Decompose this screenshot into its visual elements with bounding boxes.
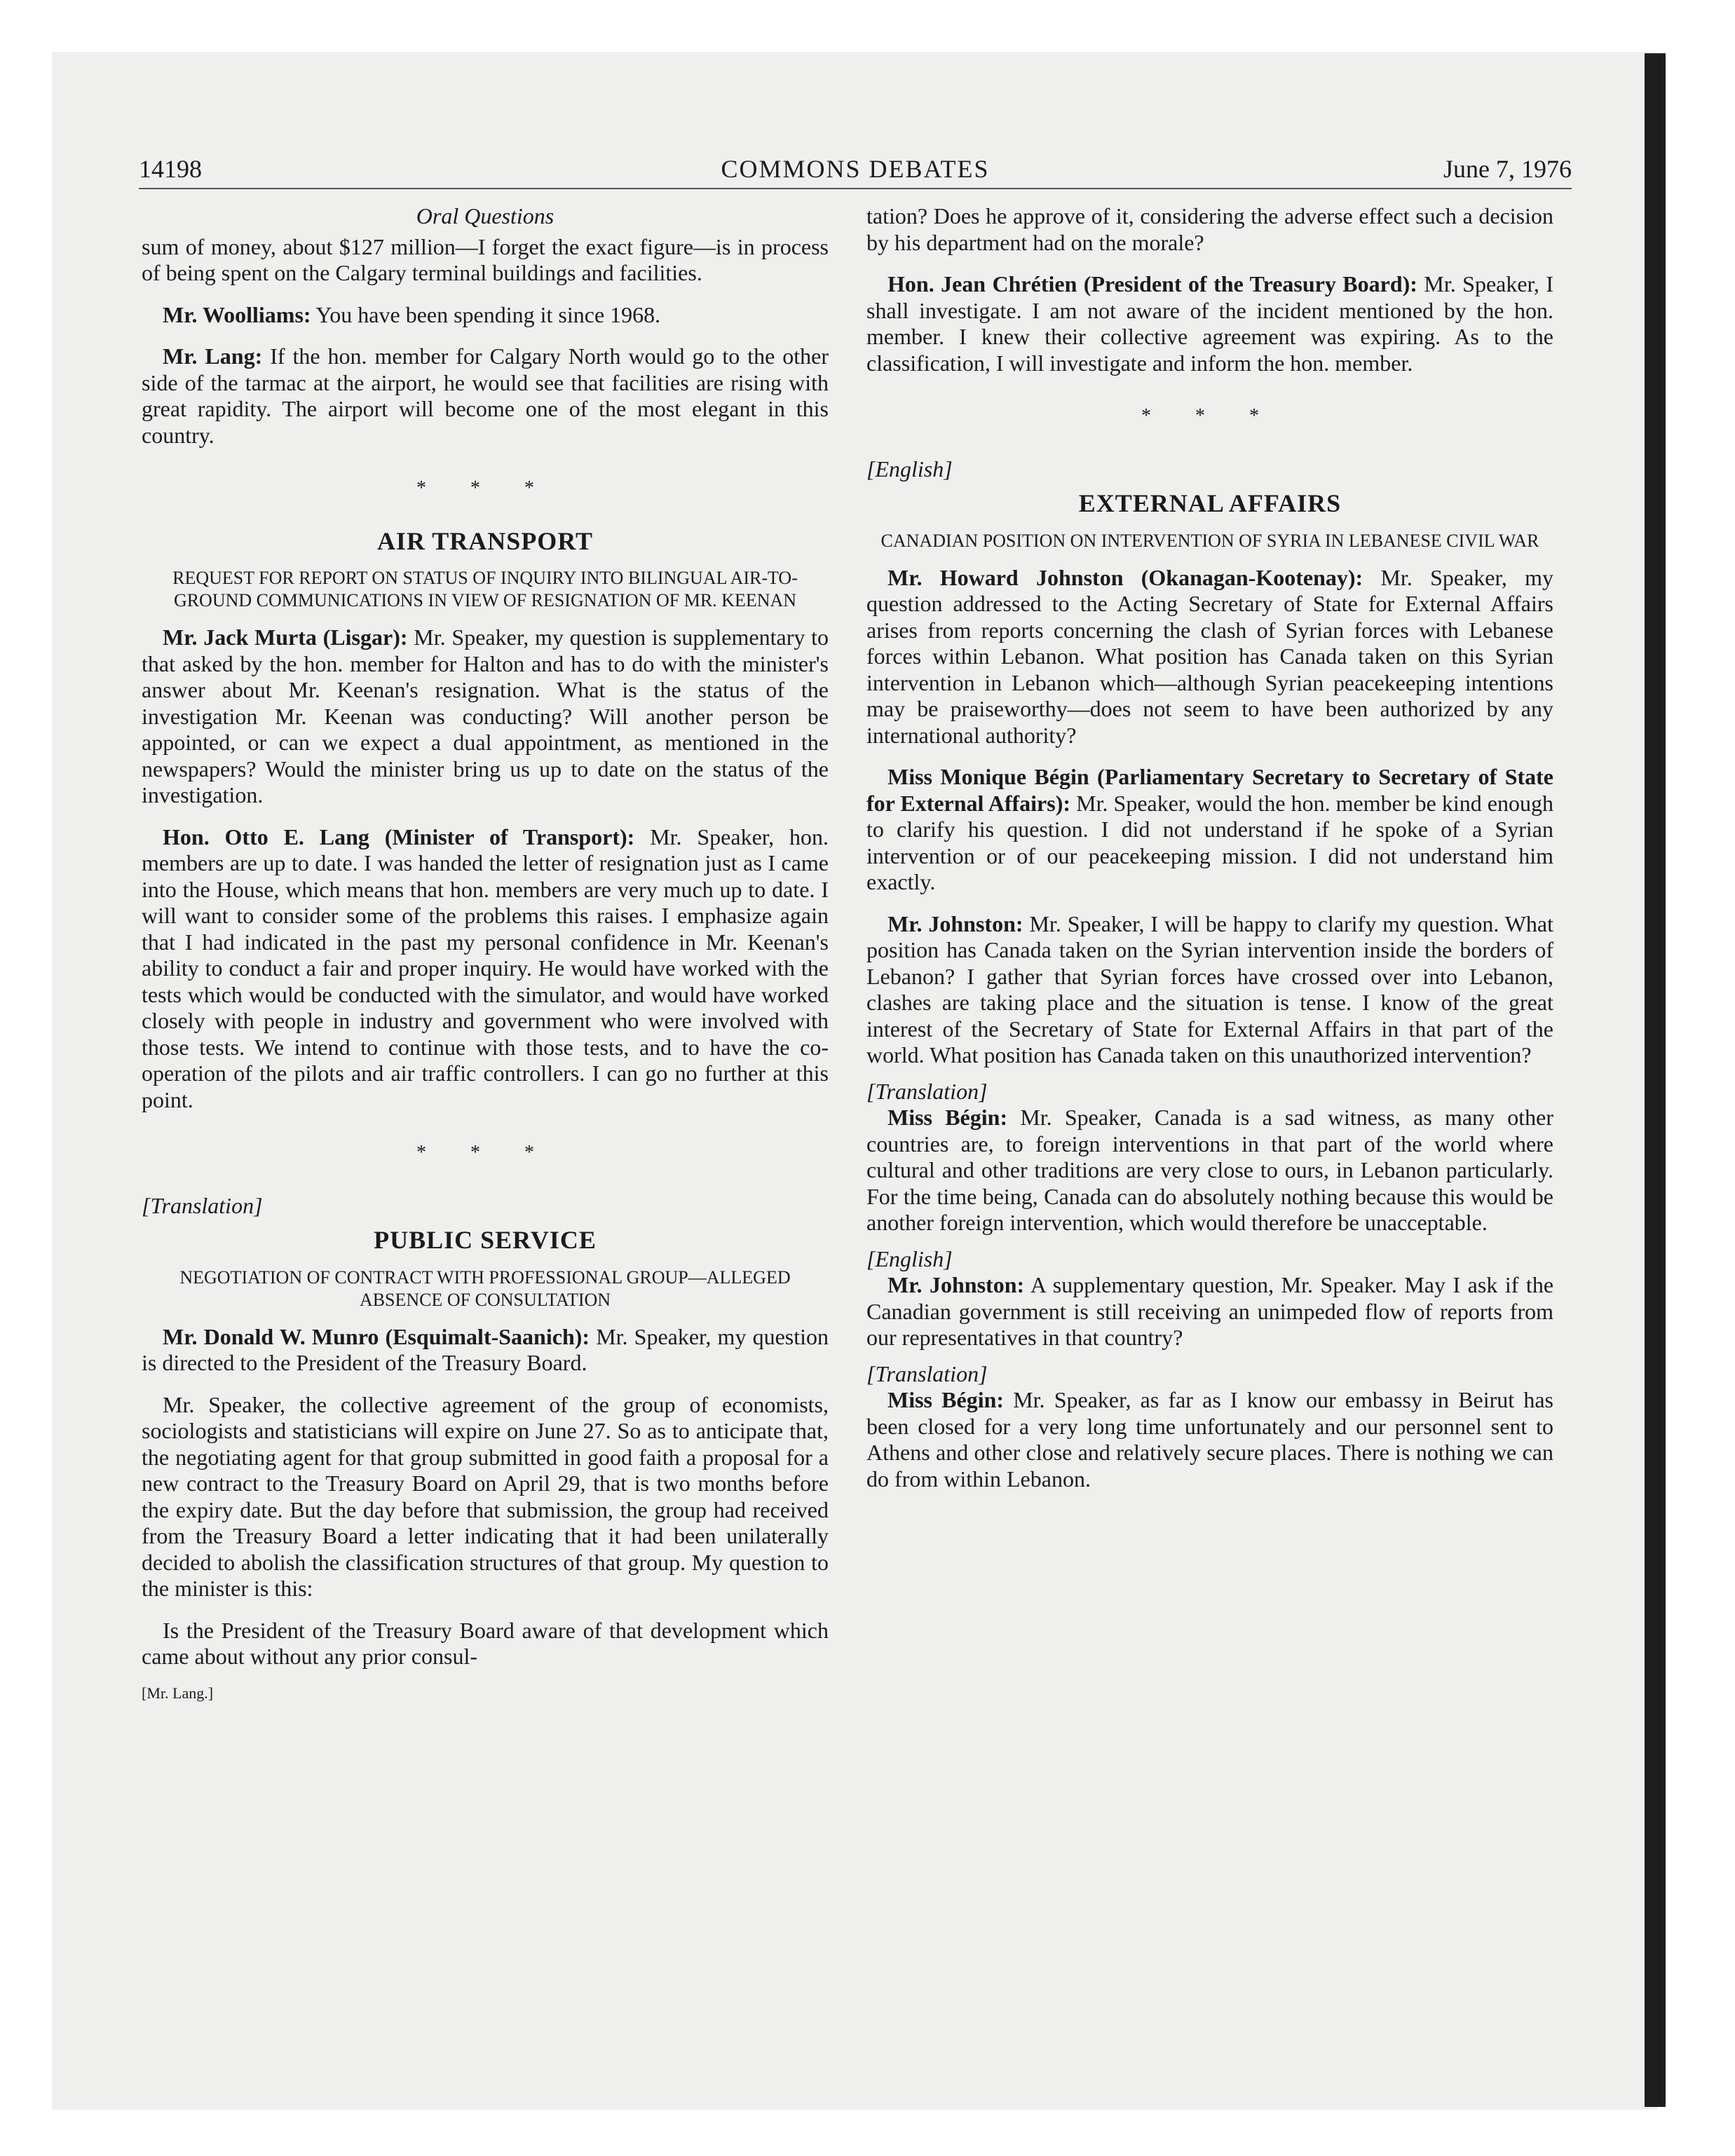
speech-text: Mr. Speaker, my question is directed to the President of the Treasury Board. [142,1323,829,1375]
speech-text: Mr. Speaker, I will be happy to clarify my question. What position has Canada taken on the Syrian intervention inside the borders of Lebanon? I gather that Syrian forces have crossed over into Lebanon, clashes are taking place and the situation is tense. I know of the great interest of the Secretary of State for External Affairs in that part of the world. What position has Canada taken on this unauthorized intervention? [866,910,1554,1067]
speaker-name: Mr. Woolliams: [163,301,311,327]
page-header [139,151,1572,189]
speech-text: Mr. Speaker, I shall investigate. I am not aware of the incident mentioned by the hon. member. I knew their collective agreement was expiring. As to the classification, I will investigate and inform the hon. member. [866,271,1554,376]
publication-title: COMMONS DEBATES [721,155,990,183]
left-column [142,203,829,1706]
speech-text: If the hon. member for Calgary North would go to the other side of the tarmac at the airport, he would see that facilities are rising with great rapidity. The airport will become one of the most elegant in this country. [142,343,829,448]
speech-text: Mr. Speaker, would the hon. member be kind enough to clarify his question. I did not understand if he spoke of a Syrian intervention or of our peacekeeping mission. I did not understand him exactly. [866,790,1554,894]
speech-paragraph [866,1272,1553,1351]
speech-text: Mr. Speaker, as far as I know our embassy in Beirut has been closed for a very long time unfortunately and our personnel sent to Athens and other close and relatively secure places. There is nothing we can do from within Lebanon. [866,1387,1554,1492]
speech-text: A supplementary question, Mr. Speaker. May I ask if the Canadian government is still receiving an unimpeded flow of reports from our representatives in that country? [866,1272,1554,1350]
speech-text: Mr. Speaker, Canada is a sad witness, as many other countries are, to foreign interventions in that part of the world where cultural and other traditions are very close to ours, in Lebanon particularly. For the time being, Canada can do absolutely nothing because this would be another foreign intervention, which would therefore be unacceptable. [866,1105,1554,1235]
speaker-name: Mr. Donald W. Munro (Esquimalt-Saanich): [163,1323,590,1349]
speech-paragraph [866,271,1553,376]
speaker-name: Mr. Jack Murta (Lisgar): [163,625,408,650]
section-title: AIR TRANSPORT [376,526,594,555]
speech-text: Mr. Speaker, my question is supplementary to that asked by the hon. member for Halton and has to do with the minister's answer about Mr. Keenan's resignation. What is the status of the investigation Mr. Keenan was conducting? Will another person be appointed, or can we expect a dual appointment, as mentioned in the newspapers? Would the minister bring us up to date on the status of the investigation. [142,625,829,807]
language-tag: [Translation] [866,1078,988,1104]
speech-paragraph [866,1105,1553,1236]
page-footnote: [Mr. Lang.] [142,1684,214,1702]
speech-paragraph [866,565,1553,749]
speech-paragraph [142,1324,829,1377]
section-subhead: CANADIAN POSITION ON INTERVENTION OF SYRIA IN LEBANESE CIVIL WAR [880,530,1539,551]
section-subhead: REQUEST FOR REPORT ON STATUS OF INQUIRY INTO BILINGUAL AIR-TO-GROUND COMMUNICATIONS IN VIEW OF RESIGNATION OF MR. KEENAN [172,568,798,610]
scan-edge-bar [1645,53,1666,2107]
page-number: 14198 [139,155,202,183]
language-tag: [Translation] [866,1360,988,1386]
language-tag: [Translation] [142,1192,263,1218]
paragraph: sum of money, about $127 million—I forget the exact figure—is in process of being spent on the Calgary terminal buildings and facilities. [142,233,829,285]
paragraph: Mr. Speaker, the collective agreement of the group of economists, sociologists and statisticians will expire on June 27. So as to anticipate that, the negotiating agent for that group submitted in good faith a proposal for a new contract to the Treasury Board on April 29, that is two months before the expiry date. But the day before that submission, the group had received from the Treasury Board a letter indicating that it had been unilaterally decided to abolish the classification structures of that group. My question to the minister is this: [142,1391,829,1601]
paragraph: Is the President of the Treasury Board aware of that development which came about without any prior consul- [142,1617,829,1669]
speaker-name: Mr. Lang: [163,343,263,369]
speech-text: Mr. Speaker, my question addressed to the Acting Secretary of State for External Affairs arises from reports concerning the clash of Syrian forces with Lebanese forces within Lebanon. What position has Canada taken on this Syrian intervention in Lebanon which—although Syrian peacekeeping intentions may be praiseworthy—does not seem to have been authorized by any international authority? [866,564,1554,748]
paragraph: tation? Does he approve of it, considering the adverse effect such a decision by his department had on the morale? [866,203,1553,255]
section-subhead: NEGOTIATION OF CONTRACT WITH PROFESSIONAL GROUP—ALLEGED ABSENCE OF CONSULTATION [179,1267,791,1310]
speaker-name: Hon. Otto E. Lang (Minister of Transport): [163,824,635,850]
speech-paragraph [866,911,1553,1069]
section-title: EXTERNAL AFFAIRS [1078,489,1342,517]
speech-text: Mr. Speaker, hon. members are up to date. I was handed the letter of resignation just as I came into the House, which means that hon. members are very much up to date. I will want to consider some of the problems this raises. I emphasize again that I had indicated in the past my personal confidence in Mr. Keenan's ability to conduct a fair and proper inquiry. He would have worked with the tests which would be conducted with the simulator, and would have worked closely with people in industry and government who were involved with those tests. We intend to continue with those tests, and to have the co-operation of the pilots and air traffic controllers. I can go no further at this point. [142,824,829,1112]
running-head: Oral Questions [416,203,554,228]
speech-paragraph [142,302,829,329]
page-date: June 7, 1976 [1443,155,1572,183]
speech-paragraph [142,625,829,809]
speaker-name: Miss Bégin: [887,1387,1005,1412]
speech-paragraph [866,1387,1553,1492]
language-tag: [English] [866,1246,953,1271]
speech-paragraph [866,764,1553,896]
section-separator: * * * [416,1142,554,1164]
speaker-name: Miss Bégin: [887,1105,1008,1130]
speech-text: You have been spending it since 1968. [315,301,661,327]
speaker-name: Mr. Johnston: [887,1272,1025,1297]
speaker-name: Miss Monique Bégin (Parliamentary Secretary to Secretary of State for External Affairs): [866,764,1553,816]
speech-paragraph [142,343,829,449]
section-title: PUBLIC SERVICE [374,1226,597,1254]
section-separator: * * * [1141,405,1279,427]
speaker-name: Mr. Howard Johnston (Okanagan-Kootenay): [887,564,1363,590]
speech-paragraph [142,824,829,1114]
right-column [866,203,1553,1492]
speaker-name: Hon. Jean Chrétien (President of the Treasury Board): [887,271,1417,296]
section-separator: * * * [416,477,554,499]
language-tag: [English] [866,456,953,482]
speaker-name: Mr. Johnston: [887,910,1023,936]
